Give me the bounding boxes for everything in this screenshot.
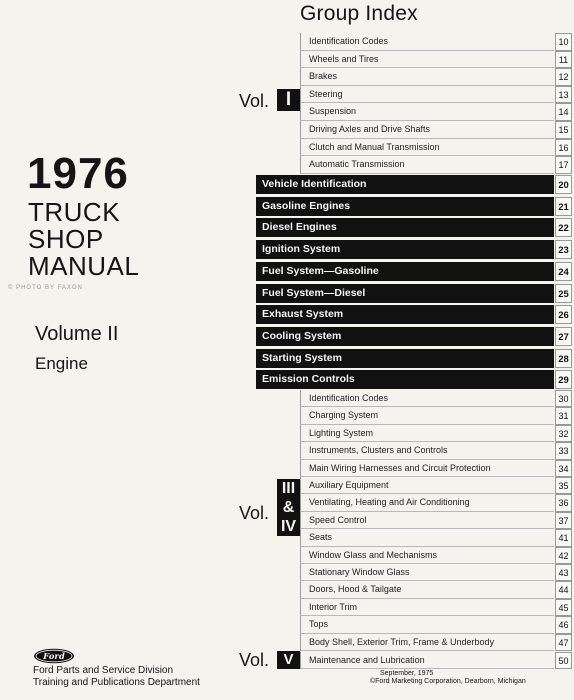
cover-title-line-2: SHOP bbox=[28, 224, 104, 254]
vol3-row-number: 34 bbox=[555, 460, 572, 477]
vol3-row-title: Identification Codes bbox=[300, 390, 554, 407]
group-index-title: Group Index bbox=[300, 2, 418, 25]
vol3-row-title: Main Wiring Harnesses and Circuit Protection bbox=[300, 460, 554, 477]
vol3-row-number: 47 bbox=[555, 634, 572, 651]
photo-watermark: © PHOTO BY FAXON bbox=[8, 285, 83, 291]
vol3-numeral-line-1: III bbox=[277, 479, 300, 498]
vol3-row-title: Interior Trim bbox=[300, 599, 554, 616]
vol1-numeral: I bbox=[277, 89, 300, 111]
vol1-label: Vol. bbox=[239, 91, 270, 111]
vol3-numeral-line-2: & bbox=[277, 498, 300, 517]
vol1-row-title: Wheels and Tires bbox=[300, 51, 554, 69]
vol2-row-title: Emission Controls bbox=[256, 370, 554, 389]
vol5-bar bbox=[277, 651, 300, 669]
vol5-row-title: Maintenance and Lubrication bbox=[300, 652, 554, 669]
vol3-row-title: Charging System bbox=[300, 407, 554, 424]
vol2-row-title: Vehicle Identification bbox=[256, 175, 554, 194]
vol2-row-number: 21 bbox=[555, 197, 572, 216]
vol3-row-title: Tops bbox=[300, 616, 554, 633]
vol3-row-title: Body Shell, Exterior Trim, Frame & Underbody bbox=[300, 634, 554, 651]
vol1-row-title: Driving Axles and Drive Shafts bbox=[300, 121, 554, 139]
vol3-row-title: Ventilating, Heating and Air Conditioning bbox=[300, 494, 554, 511]
cover-title-line-3: MANUAL bbox=[28, 251, 140, 281]
footer-copyright: ©Ford Marketing Corporation, Dearborn, Michigan bbox=[370, 678, 526, 685]
vol3-row-title: Lighting System bbox=[300, 425, 554, 442]
vol2-row-title: Cooling System bbox=[256, 327, 554, 346]
vol3-row-number: 46 bbox=[555, 616, 572, 633]
vol2-row-number: 22 bbox=[555, 218, 572, 237]
vol3-row-number: 42 bbox=[555, 547, 572, 564]
vol2-row-title: Gasoline Engines bbox=[256, 197, 554, 216]
vol2-row-title: Fuel System—Gasoline bbox=[256, 262, 554, 281]
vol1-row-number: 12 bbox=[555, 68, 572, 86]
vol3-row-number: 41 bbox=[555, 529, 572, 546]
footer-department: Training and Publications Department bbox=[33, 677, 200, 688]
vol3-row-number: 44 bbox=[555, 581, 572, 598]
vol5-label: Vol. bbox=[239, 650, 270, 670]
vol3-row-number: 37 bbox=[555, 512, 572, 529]
vol2-row-number: 20 bbox=[555, 175, 572, 194]
ford-logo bbox=[33, 648, 75, 664]
vol3-row-title: Instruments, Clusters and Controls bbox=[300, 442, 554, 459]
volume-label: Volume II bbox=[35, 323, 119, 345]
vol3-row-title: Doors, Hood & Tailgate bbox=[300, 581, 554, 598]
vol2-row-number: 23 bbox=[555, 240, 572, 259]
vol1-row-title: Steering bbox=[300, 86, 554, 104]
vol3-row-number: 30 bbox=[555, 390, 572, 407]
vol1-row-number: 11 bbox=[555, 51, 572, 69]
vol1-row-title: Identification Codes bbox=[300, 33, 554, 51]
cover-year: 1976 bbox=[27, 149, 129, 198]
vol5-row-number: 50 bbox=[555, 652, 572, 669]
vol3-numeral-line-3: IV bbox=[277, 517, 300, 536]
vol2-row-number: 24 bbox=[555, 262, 572, 281]
vol2-row-number: 27 bbox=[555, 327, 572, 346]
vol5-numeral: V bbox=[277, 651, 300, 669]
vol1-row-title: Suspension bbox=[300, 103, 554, 121]
vol1-row-title: Clutch and Manual Transmission bbox=[300, 139, 554, 157]
vol1-row-number: 13 bbox=[555, 86, 572, 104]
vol1-row-number: 10 bbox=[555, 33, 572, 51]
vol2-row-number: 25 bbox=[555, 284, 572, 303]
vol3-row-title: Speed Control bbox=[300, 512, 554, 529]
vol3-bar bbox=[277, 391, 300, 645]
vol2-row-title: Diesel Engines bbox=[256, 218, 554, 237]
vol2-row-title: Starting System bbox=[256, 349, 554, 368]
vol2-row-title: Exhaust System bbox=[256, 305, 554, 324]
vol3-row-number: 35 bbox=[555, 477, 572, 494]
vol2-row-number: 29 bbox=[555, 370, 572, 389]
vol3-row-number: 45 bbox=[555, 599, 572, 616]
vol1-row-number: 14 bbox=[555, 103, 572, 121]
vol2-row-title: Ignition System bbox=[256, 240, 554, 259]
vol3-row-number: 31 bbox=[555, 407, 572, 424]
volume-subtitle: Engine bbox=[35, 354, 88, 373]
vol1-bar bbox=[277, 32, 300, 172]
vol3-row-number: 32 bbox=[555, 425, 572, 442]
ford-logo-text: Ford bbox=[43, 652, 65, 662]
vol2-row-title: Fuel System—Diesel bbox=[256, 284, 554, 303]
footer-division: Ford Parts and Service Division bbox=[33, 665, 174, 676]
vol2-row-number: 26 bbox=[555, 305, 572, 324]
vol2-row-number: 28 bbox=[555, 349, 572, 368]
vol3-row-title: Seats bbox=[300, 529, 554, 546]
vol1-row-number: 15 bbox=[555, 121, 572, 139]
footer-date: September, 1975 bbox=[380, 670, 434, 677]
vol3-row-number: 36 bbox=[555, 494, 572, 511]
vol3-row-title: Stationary Window Glass bbox=[300, 564, 554, 581]
vol3-row-number: 43 bbox=[555, 564, 572, 581]
vol3-label: Vol. bbox=[239, 503, 270, 523]
vol1-row-number: 16 bbox=[555, 139, 572, 157]
vol3-row-title: Window Glass and Mechanisms bbox=[300, 547, 554, 564]
cover-title-line-1: TRUCK bbox=[28, 197, 121, 227]
vol3-row-number: 33 bbox=[555, 442, 572, 459]
vol1-row-title: Automatic Transmission bbox=[300, 156, 554, 174]
vol1-row-title: Brakes bbox=[300, 68, 554, 86]
vol1-row-number: 17 bbox=[555, 156, 572, 174]
vol3-row-title: Auxiliary Equipment bbox=[300, 477, 554, 494]
